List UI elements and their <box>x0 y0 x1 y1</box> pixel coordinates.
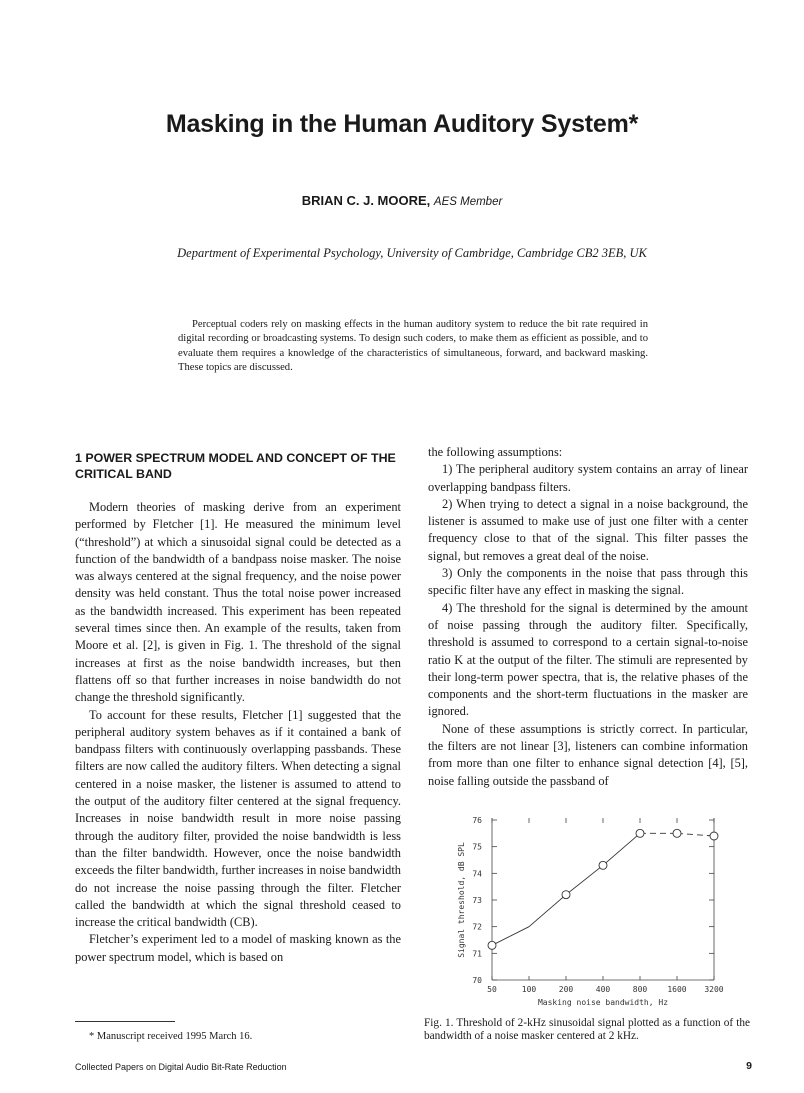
page-number: 9 <box>746 1060 752 1072</box>
data-point <box>488 941 496 949</box>
paper-title: Masking in the Human Auditory System* <box>165 110 639 138</box>
series-segment <box>529 895 566 927</box>
paragraph: the following assumptions: <box>428 445 563 459</box>
x-tick-label: 100 <box>521 985 537 994</box>
footnote: * Manuscript received 1995 March 16. <box>89 1031 253 1042</box>
left-column <box>75 450 401 966</box>
series-segment-dashed <box>677 833 714 836</box>
x-tick-label: 400 <box>595 985 611 994</box>
data-point <box>636 829 644 837</box>
data-point <box>599 861 607 869</box>
footnote-rule <box>75 1021 175 1022</box>
assumption-2: 2) When trying to detect a signal in a noise background, the listener is assumed to make use of just one filter with a center frequency close to that of the signal. This filter passes the signal, but removes a great deal of the noise. <box>428 496 748 563</box>
y-tick-label: 76 <box>472 816 482 825</box>
y-tick-label: 73 <box>472 896 482 905</box>
y-tick-label: 71 <box>472 949 482 959</box>
series-segment <box>492 927 529 946</box>
y-tick-label: 72 <box>472 922 482 932</box>
assumption-4: 4) The threshold for the signal is determined by the amount of noise passing through the auditory filter. Specifically, threshold is assumed to correspond to a certain signal-to-noise ratio K at the output of the filter. The stimuli are represented by their long-term power spectra, that is, the relative phases of the components and the short-term fluctuations in the masker are ignored. <box>428 600 748 719</box>
x-tick-label: 200 <box>558 985 574 994</box>
figure-caption: Fig. 1. Threshold of 2-kHz sinusoidal signal plotted as a function of the bandwidth of a noise masker centered at 2 kHz. <box>424 1017 750 1042</box>
x-tick-label: 1600 <box>667 985 687 994</box>
section-heading: 1 POWER SPECTRUM MODEL AND CONCEPT OF THE CRITICAL BAND <box>75 451 396 481</box>
y-tick-label: 74 <box>472 869 482 879</box>
series-segment <box>566 865 603 894</box>
affiliation: Department of Experimental Psychology, University of Cambridge, Cambridge CB2 3EB, UK <box>177 246 647 260</box>
assumption-1: 1) The peripheral auditory system contains an array of linear overlapping bandpass filters. <box>428 462 748 494</box>
author-name: BRIAN C. J. MOORE, <box>301 193 431 208</box>
y-tick-label: 75 <box>472 842 482 852</box>
footer-publication: Collected Papers on Digital Audio Bit-Rate Reduction <box>75 1062 287 1072</box>
right-column <box>428 444 748 790</box>
y-axis-label: Signal threshold, dB SPL <box>457 842 466 958</box>
x-tick-label: 3200 <box>704 985 724 994</box>
x-tick-label: 800 <box>632 985 648 994</box>
paragraph: Fletcher’s experiment led to a model of masking known as the power spectrum model, which is based on <box>75 932 401 964</box>
author-line <box>0 193 804 208</box>
x-axis-label: Masking noise bandwidth, Hz <box>537 998 669 1007</box>
paragraph: Modern theories of masking derive from an experiment performed by Fletcher [1]. He measured the minimum level (“threshold”) at which a sinusoidal signal could be detected as a function of the bandwidth of a bandpass noise masker. The noise was always centered at the signal frequency, and the noise power density was held constant. Thus the total noise power increased as the bandwidth increased. This experiment has been repeated several times since then. An example of the results, taken from Moore et al. [2], is given in Fig. 1. The threshold of the signal increases at first as the noise bandwidth increases, but then flattens off so that further increases in noise bandwidth do not change the threshold significantly. <box>75 500 401 705</box>
series-segment <box>603 833 640 865</box>
data-point <box>562 891 570 899</box>
y-tick-label: 70 <box>472 976 482 985</box>
paragraph: None of these assumptions is strictly correct. In particular, the filters are not linear [3], listeners can combine information from more than one filter to enhance signal detection [4], [5], noise falling outside the passband of <box>428 721 748 788</box>
threshold-chart <box>430 812 750 1012</box>
x-tick-label: 50 <box>487 985 497 994</box>
assumption-3: 3) Only the components in the noise that pass through this specific filter have any effect in masking the signal. <box>428 566 748 598</box>
abstract: Perceptual coders rely on masking effects in the human auditory system to reduce the bit rate required in digital recording or broadcasting systems. To design such coders, to make them as efficient as possible, and to evaluate them requires a knowledge of the characteristics of simultaneous, forward, and backward masking. These topics are discussed. <box>178 319 648 374</box>
paragraph: To account for these results, Fletcher [1] suggested that the peripheral auditory system behaves as if it contained a bank of bandpass filters with continuously overlapping passbands. These filters are now called the auditory filters. When detecting a signal centered in a noise masker, the listener is assumed to attend to the output of the auditory filter centered at the signal frequency. Increases in noise bandwidth result in more noise passing through the auditory filter, provided the noise bandwidth is less than the filter bandwidth. However, once the noise bandwidth exceeds the filter bandwidth, further increases in noise bandwidth do not increase the noise passing through the filter. Fletcher called the bandwidth at which the signal threshold ceased to increase the critical bandwidth (CB). <box>75 707 401 930</box>
author-membership: AES Member <box>433 196 503 208</box>
data-point <box>673 829 681 837</box>
data-point <box>710 832 718 840</box>
figure-1 <box>430 812 750 1012</box>
